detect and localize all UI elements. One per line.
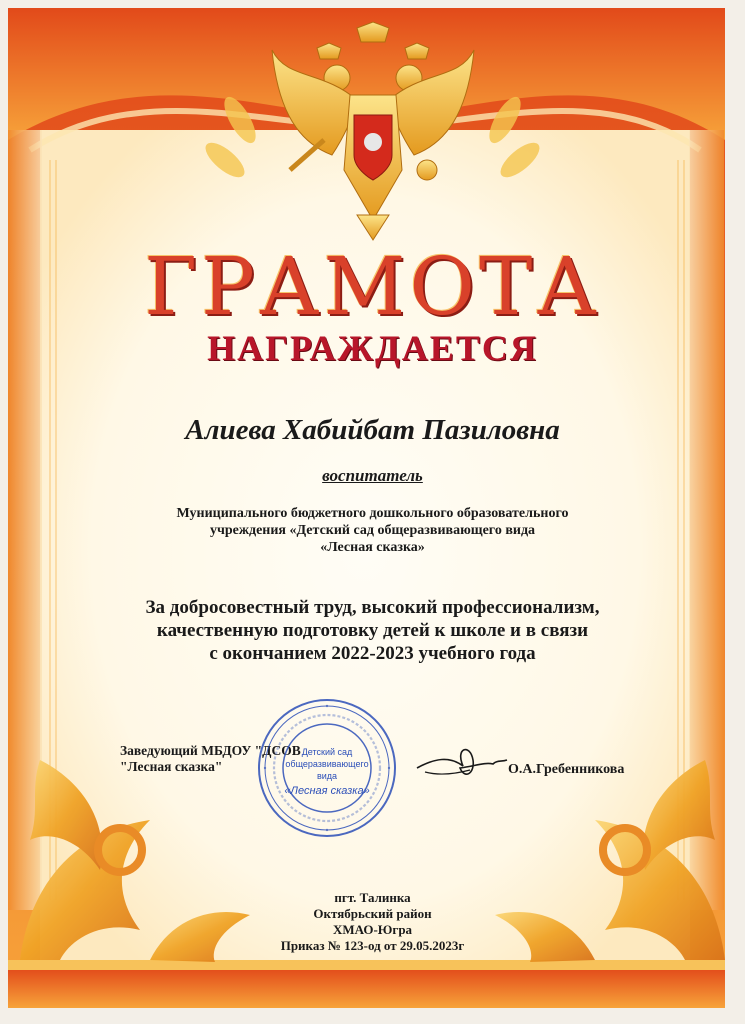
awarded-heading: НАГРАЖДАЕТСЯ [207,328,538,368]
stamp-text-line: «Лесная сказка» [284,785,370,797]
certificate-title: ГРАМОТА [144,240,601,333]
organization-stamp [256,697,398,839]
award-reason [0,596,745,665]
footer-line: Октябрьский район [313,906,432,921]
double-headed-eagle-emblem [262,20,484,242]
organization-text [0,505,745,556]
footer-info [0,890,745,954]
organization-line: учреждения «Детский сад общеразвивающего вида [209,523,536,538]
footer-line: пгт. Талинка [334,890,411,905]
signatory-title-line: "Лесная сказка" [120,759,223,774]
handwritten-signature [415,738,510,788]
stamp-text-line: Детский сад [301,747,353,757]
stamp-text-line: общеразвивающего [285,759,369,769]
reason-line: качественную подготовку детей к школе и в связи [156,620,589,641]
recipient-position: воспитатель [322,466,423,485]
organization-line: Муниципального бюджетного дошкольного образовательного [176,506,569,521]
stamp-text-line: вида [316,771,338,781]
footer-line: Приказ № 123-од от 29.05.2023г [280,938,465,953]
reason-line: За добросовестный труд, высокий профессионализм, [145,597,600,618]
recipient-name: Алиева Хабийбат Пазиловна [185,414,560,446]
organization-line: «Лесная сказка» [320,540,425,555]
signatory-name: О.А.Гребенникова [508,762,625,777]
footer-line: ХМАО-Югра [332,922,413,937]
signatory-title-line: Заведующий МБДОУ "ДСОВ [120,743,301,758]
reason-line: с окончанием 2022-2023 учебного года [209,643,536,664]
